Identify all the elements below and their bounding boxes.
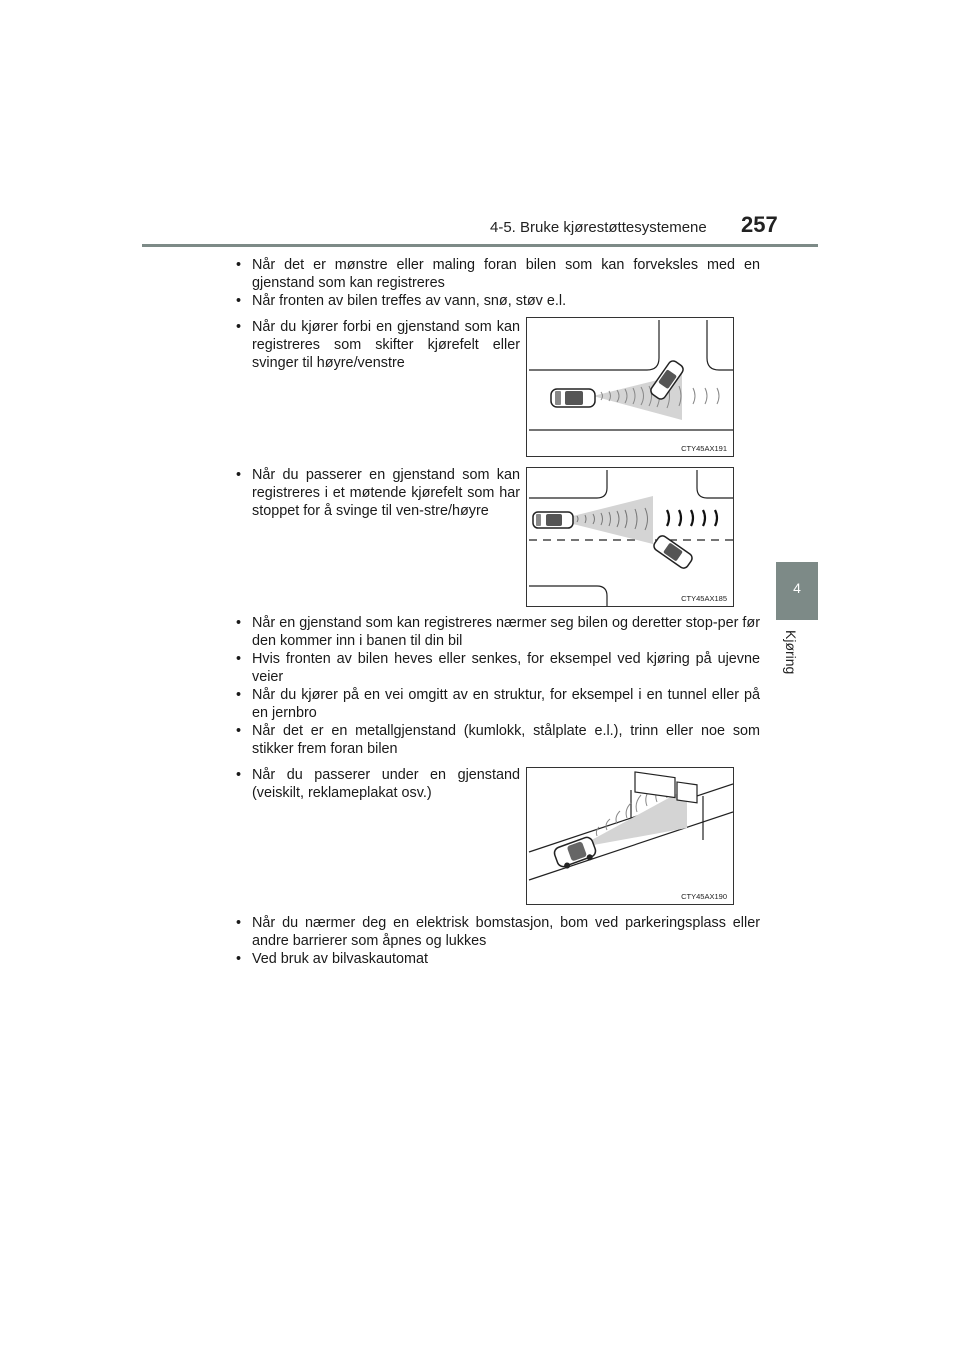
bullet-item: • Når det er mønstre eller maling foran bilen som kan forveksles med en gjenstand som kan registreres	[236, 256, 760, 292]
figure-oncoming-turn	[526, 467, 734, 607]
bullet-item: • Når en gjenstand som kan registreres nærmer seg bilen og deretter stop-per før den kommer inn i banen til din bil	[236, 614, 760, 650]
figure-overhead-sign	[526, 767, 734, 905]
bullet-item: • Hvis fronten av bilen heves eller senkes, for eksempel ved kjøring på ujevne veier	[236, 650, 760, 686]
bullet-item: • Når du kjører på en vei omgitt av en struktur, for eksempel i en tunnel eller på en jernbro	[236, 686, 760, 722]
figure-code: CTY45AX191	[681, 444, 727, 453]
bullet-item: • Når du kjører forbi en gjenstand som kan registreres som skifter kjørefelt eller svinger til høyre/venstre	[236, 318, 520, 372]
overhead-sign-illustration	[527, 768, 733, 904]
header-rule	[142, 244, 818, 247]
chapter-label: Kjøring	[783, 630, 799, 675]
bullet-item: • Når du passerer under en gjenstand (veiskilt, reklameplakat osv.)	[236, 766, 520, 802]
figure-code: CTY45AX185	[681, 594, 727, 603]
chapter-number: 4	[793, 580, 801, 596]
figure-code: CTY45AX190	[681, 892, 727, 901]
bullet-item: • Når fronten av bilen treffes av vann, snø, støv e.l.	[236, 292, 760, 310]
figure-lane-change	[526, 317, 734, 457]
bullet-item: • Når du passerer en gjenstand som kan registreres i et møtende kjørefelt som har stoppet for å svinge til ven-stre/høyre	[236, 466, 520, 520]
bullet-item: • Ved bruk av bilvaskautomat	[236, 950, 760, 968]
chapter-tab	[776, 562, 818, 620]
oncoming-turning-car-illustration	[527, 468, 733, 606]
page-number: 257	[741, 212, 778, 237]
header-section-title: 4-5. Bruke kjørestøttesystemene	[490, 219, 707, 236]
bullet-item: • Når det er en metallgjenstand (kumlokk, stålplate e.l.), trinn eller noe som stikker frem foran bilen	[236, 722, 760, 758]
bullet-item: • Når du nærmer deg en elektrisk bomstasjon, bom ved parkeringsplass eller andre barrierer som åpnes og lukkes	[236, 914, 760, 950]
car-lane-change-illustration	[527, 318, 733, 456]
